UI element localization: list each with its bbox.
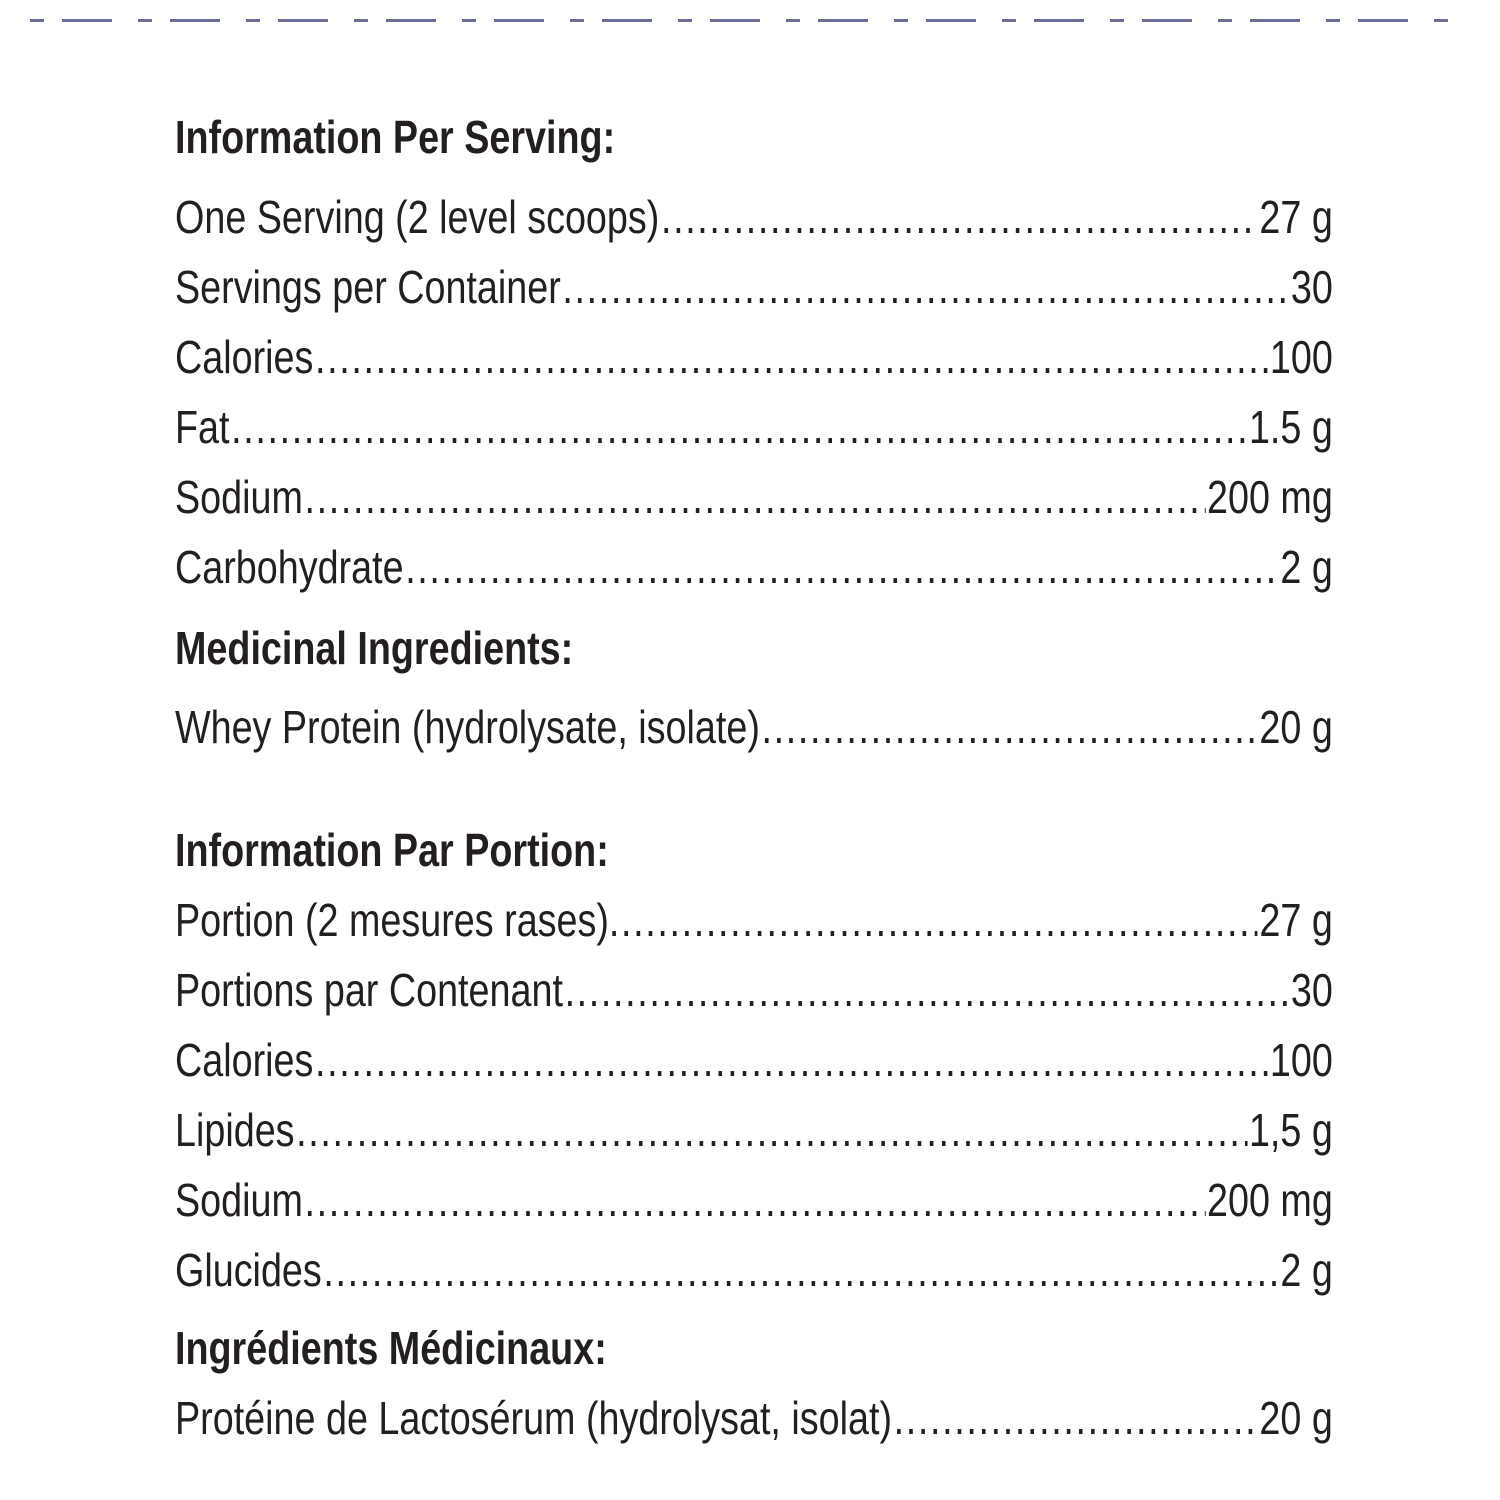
dot-leader [305, 472, 1206, 522]
info-row [175, 895, 1333, 945]
info-row [175, 1245, 1333, 1295]
dot-leader [231, 402, 1247, 452]
row-label: Carbohydrate [175, 541, 404, 593]
dot-leader [323, 1245, 1278, 1295]
row-label: Sodium [175, 1174, 303, 1226]
row-label: One Serving (2 level scoops) [175, 191, 660, 243]
info-row [175, 1175, 1333, 1225]
dot-leader [305, 1175, 1206, 1225]
row-label: Calories [175, 1034, 314, 1086]
row-value: 1.5 g [1248, 401, 1333, 453]
dot-leader [894, 1393, 1258, 1443]
row-label: Lipides [175, 1104, 295, 1156]
row-label: Fat [175, 401, 230, 453]
info-row [175, 472, 1333, 522]
ingredient-row [175, 1393, 1333, 1443]
dashed-border [30, 19, 1460, 22]
row-value: 2 g [1280, 541, 1333, 593]
row-label: Servings per Container [175, 261, 561, 313]
row-value: 200 mg [1207, 1174, 1333, 1226]
row-value: 200 mg [1207, 471, 1333, 523]
row-value: 27 g [1259, 894, 1333, 946]
heading-par-portion: Information Par Portion: [175, 824, 609, 876]
info-row [175, 262, 1333, 312]
row-label: Glucides [175, 1244, 322, 1296]
row-value: 20 g [1259, 701, 1333, 753]
row-label: Protéine de Lactosérum (hydrolysat, isolat) [175, 1392, 893, 1444]
row-label: Portions par Contenant [175, 964, 563, 1016]
row-label: Calories [175, 331, 314, 383]
row-label: Whey Protein (hydrolysate, isolate) [175, 701, 760, 753]
row-value: 27 g [1259, 191, 1333, 243]
dot-leader [315, 332, 1268, 382]
info-row [175, 332, 1333, 382]
dot-leader [565, 965, 1290, 1015]
row-value: 20 g [1259, 1392, 1333, 1444]
row-label: Sodium [175, 471, 303, 523]
dot-leader [405, 542, 1279, 592]
row-value: 100 [1269, 1034, 1333, 1086]
dot-leader [296, 1105, 1247, 1155]
row-label: Portion (2 mesures rases). [175, 894, 620, 946]
row-value: 100 [1269, 331, 1333, 383]
heading-medicinal-ingredients: Medicinal Ingredients: [175, 622, 574, 674]
info-row [175, 192, 1333, 242]
heading-per-serving: Information Per Serving: [175, 111, 616, 163]
row-value: 1,5 g [1248, 1104, 1333, 1156]
info-row [175, 402, 1333, 452]
row-value: 30 [1290, 964, 1333, 1016]
heading-ingredients-medicinaux: Ingrédients Médicinaux: [175, 1322, 607, 1374]
info-row [175, 965, 1333, 1015]
ingredient-row [175, 702, 1333, 752]
row-value: 2 g [1280, 1244, 1333, 1296]
dot-leader [562, 262, 1289, 312]
dot-leader [315, 1035, 1268, 1085]
info-row [175, 542, 1333, 592]
dot-leader [621, 895, 1258, 945]
dot-leader [762, 702, 1258, 752]
info-row [175, 1035, 1333, 1085]
dot-leader [661, 192, 1258, 242]
info-row [175, 1105, 1333, 1155]
row-value: 30 [1290, 261, 1333, 313]
